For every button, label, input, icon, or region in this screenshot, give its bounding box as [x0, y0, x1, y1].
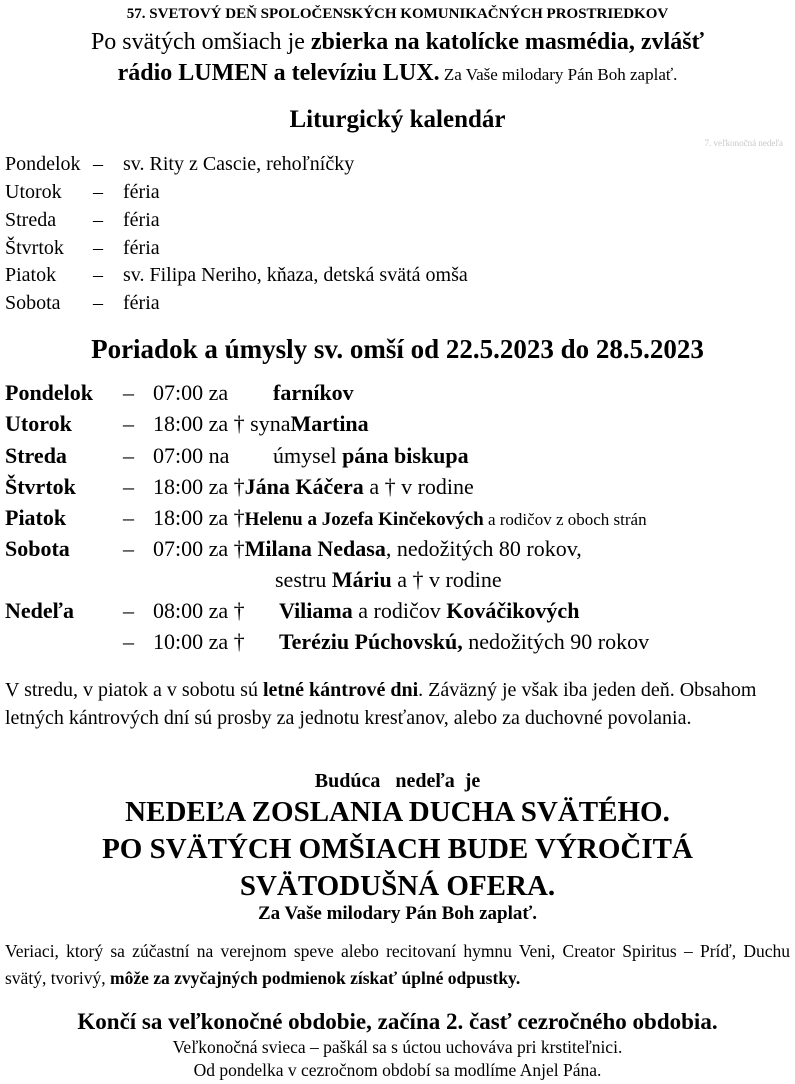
mass-time: 18:00 za † syna — [153, 411, 291, 436]
mass-dash: – — [123, 443, 134, 468]
calendar-day: Utorok — [5, 181, 62, 203]
mass-dash: – — [123, 411, 134, 436]
mass-row — [5, 629, 649, 660]
mass-time: 07:00 za — [153, 380, 229, 405]
calendar-celebration: féria — [123, 292, 160, 314]
intention-name: Jána Káčera — [244, 474, 364, 499]
calendar-row — [5, 153, 354, 181]
intention-name: pána biskupa — [342, 443, 469, 468]
indulgence-note — [5, 938, 790, 992]
intention-text: a † v rodine — [391, 567, 502, 592]
mass-row — [5, 443, 469, 474]
mass-time: 18:00 za † — [153, 505, 245, 530]
intention-text: úmysel — [273, 443, 343, 468]
feast-headline-line3: SVÄTODUŠNÁ OFERA. — [239, 870, 556, 902]
mass-row — [5, 505, 647, 536]
mass-intention — [279, 598, 579, 624]
mass-row — [5, 380, 354, 411]
indulgence-emphasis: môže za zvyčajných podmienok získať úplné odpustky. — [110, 968, 521, 988]
mass-dash: – — [123, 536, 134, 561]
calendar-title: Liturgický kalendár — [289, 106, 506, 133]
intention-name: Kováčikových — [446, 598, 580, 623]
mass-time: 18:00 za † — [153, 474, 245, 499]
calendar-celebration: sv. Filipa Neriho, kňaza, detská svätá omša — [123, 264, 468, 286]
intention-name: Helenu a Jozefa Kinčekových — [244, 509, 484, 530]
intention-name: Martina — [290, 411, 369, 436]
mass-time: 07:00 za † — [153, 536, 245, 561]
season-note-line1: Veľkonočná svieca – paškál sa s úctou uchováva pri krstiteľnici. — [172, 1037, 623, 1057]
ember-days-emphasis: letné kántrové dni — [262, 679, 419, 701]
feast-headline-line2: PO SVÄTÝCH OMŠIACH BUDE VÝROČITÁ — [102, 833, 693, 865]
collection-thanks: Za Vaše milodary Pán Boh zaplať. — [439, 65, 678, 84]
calendar-celebration: féria — [123, 181, 160, 203]
mass-day: Pondelok — [5, 380, 94, 405]
mass-day: Streda — [5, 443, 67, 468]
intention-text: nedožitých 90 rokov — [462, 629, 650, 654]
mass-intention — [245, 505, 647, 531]
mass-day: Nedeľa — [5, 598, 74, 623]
mass-dash: – — [123, 598, 134, 623]
mass-day: Utorok — [5, 411, 72, 436]
calendar-celebration: sv. Rity z Cascie, rehoľníčky — [123, 153, 355, 175]
calendar-dash: – — [93, 153, 103, 175]
mass-intention — [245, 536, 582, 562]
intention-name: Máriu — [331, 567, 392, 592]
calendar-dash: – — [93, 264, 103, 286]
calendar-dash: – — [93, 292, 103, 314]
calendar-day: Štvrtok — [5, 237, 64, 259]
calendar-dash: – — [93, 209, 103, 231]
calendar-dash: – — [93, 181, 103, 203]
mass-day: Štvrtok — [5, 474, 76, 499]
season-heading: Končí sa veľkonočné obdobie, začína 2. časť cezročného obdobia. — [77, 1009, 718, 1034]
mass-row — [5, 536, 582, 567]
calendar-dash: – — [93, 237, 103, 259]
calendar-day: Streda — [5, 209, 57, 231]
collection-announcement-line1 — [0, 29, 795, 56]
calendar-row — [5, 264, 468, 292]
mass-intention — [245, 474, 474, 500]
collection-text: Po svätých omšiach je — [90, 29, 311, 55]
calendar-row — [5, 237, 160, 265]
intention-name: Viliama — [279, 598, 353, 623]
calendar-celebration: féria — [123, 237, 160, 259]
mass-dash: – — [123, 474, 134, 499]
mass-dash: – — [123, 380, 134, 405]
collection-announcement-line2 — [0, 60, 795, 87]
calendar-day: Pondelok — [5, 153, 81, 175]
mass-dash: – — [123, 505, 134, 530]
mass-time: 08:00 za † — [153, 598, 245, 623]
calendar-row — [5, 209, 160, 237]
mass-intention — [290, 411, 368, 437]
intention-text: , nedožitých 80 rokov, — [385, 536, 582, 561]
mass-intention — [279, 629, 649, 655]
collection-recipients: rádio LUMEN a televíziu LUX. — [117, 60, 440, 86]
calendar-row — [5, 181, 160, 209]
season-note-line2: Od pondelka v cezročnom období sa modlíme Anjel Pána. — [193, 1060, 602, 1080]
world-day-heading: 57. SVETOVÝ DEŇ SPOLOČENSKÝCH KOMUNIKAČNÝCH PROSTRIEDKOV — [126, 6, 669, 22]
mass-row — [5, 411, 369, 442]
intention-name: Milana Nedasa — [244, 536, 386, 561]
mass-day: Sobota — [5, 536, 70, 561]
calendar-day: Sobota — [5, 292, 61, 314]
intention-text: a rodičov — [352, 598, 447, 623]
calendar-row — [5, 292, 160, 320]
intention-name: Teréziu Púchovskú, — [279, 629, 463, 654]
mass-time: 10:00 za † — [153, 629, 245, 654]
collection-emphasis: zbierka na katolícke masmédia, zvlášť — [310, 29, 705, 55]
intention-text: a rodičov z oboch strán — [483, 510, 647, 529]
mass-intention — [275, 567, 502, 593]
mass-intention — [273, 443, 469, 469]
next-sunday-label: Budúca nedeľa je — [314, 770, 481, 792]
indulgence-text: Veriaci, ktorý sa zúčastní na verejnom speve alebo recitovaní hymnu Veni, Creator Spiritus – Príď, Duchu svätý, tvorivý, — [5, 941, 790, 988]
mass-row — [5, 474, 474, 505]
ember-days-text: . Záväzný je však iba jeden deň. Obsahom letných kántrových dní sú prosby za jednotu kresťanov, alebo za duchovné povolania. — [5, 679, 757, 729]
feast-thanks: Za Vaše milodary Pán Boh zaplať. — [257, 903, 538, 924]
mass-row — [5, 598, 579, 629]
intention-name: farníkov — [273, 380, 354, 405]
calendar-sunday-note: 7. veľkonočná nedeľa — [704, 138, 783, 148]
intention-text: sestru — [275, 567, 332, 592]
mass-schedule-title: Poriadok a úmysly sv. omší od 22.5.2023 do 28.5.2023 — [91, 334, 704, 364]
feast-headline-line1: NEDEĽA ZOSLANIA DUCHA SVÄTÉHO. — [125, 796, 670, 828]
mass-row-continuation — [275, 567, 502, 598]
calendar-day: Piatok — [5, 264, 57, 286]
mass-dash: – — [123, 629, 134, 654]
calendar-celebration: féria — [123, 209, 160, 231]
mass-time: 07:00 na — [153, 443, 230, 468]
ember-days-text: V stredu, v piatok a v sobotu sú — [5, 679, 263, 701]
ember-days-note — [5, 676, 785, 732]
mass-intention — [273, 380, 354, 406]
mass-day: Piatok — [5, 505, 67, 530]
intention-text: a † v rodine — [363, 474, 474, 499]
